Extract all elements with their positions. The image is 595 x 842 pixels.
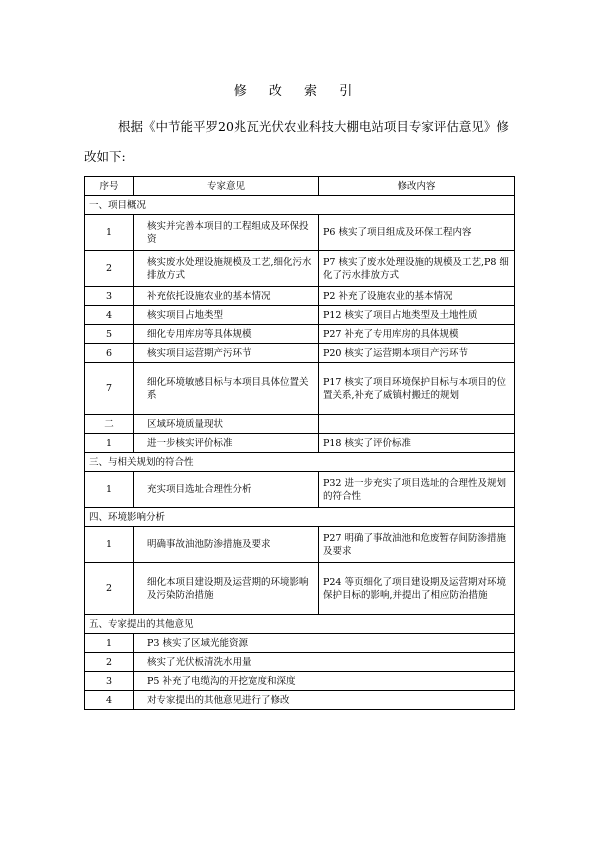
table-row — [85, 672, 515, 691]
table-header-row — [85, 177, 515, 196]
row-number: 1 — [85, 472, 134, 508]
page-title: 修 改 索 引 — [233, 84, 362, 99]
section-title: 一、项目概况 — [85, 196, 515, 215]
row-number: 4 — [85, 306, 134, 325]
row-number: 1 — [85, 215, 134, 251]
row-number: 6 — [85, 344, 134, 363]
row-change — [319, 415, 515, 434]
row-number: 4 — [85, 691, 134, 710]
section-row — [85, 196, 515, 215]
row-opinion: 细化专用库房等具体规模 — [134, 325, 319, 344]
row-number: 2 — [85, 563, 134, 615]
row-change: P12 核实了项目占地类型及土地性质 — [319, 306, 515, 325]
row-number: 3 — [85, 287, 134, 306]
table-row — [85, 325, 515, 344]
row-number: 2 — [85, 251, 134, 287]
row-opinion: 核实项目占地类型 — [134, 306, 319, 325]
row-change: P7 核实了废水处理设施的规模及工艺,P8 细化了污水排放方式 — [319, 251, 515, 287]
row-number: 3 — [85, 672, 134, 691]
table-row — [85, 653, 515, 672]
table-row — [85, 691, 515, 710]
section-title: 五、专家提出的其他意见 — [85, 615, 515, 634]
table-row — [85, 287, 515, 306]
row-merged-text: P5 补充了电缆沟的开挖宽度和深度 — [134, 672, 515, 691]
row-opinion: 细化本项目建设期及运营期的环境影响及污染防治措施 — [134, 563, 319, 615]
row-opinion: 进一步核实评价标准 — [134, 434, 319, 453]
section-row — [85, 508, 515, 527]
revision-index-table — [84, 176, 515, 710]
table-row — [85, 634, 515, 653]
row-number: 1 — [85, 434, 134, 453]
table-row — [85, 434, 515, 453]
table-row — [85, 215, 515, 251]
row-change: P27 补充了专用库房的具体规模 — [319, 325, 515, 344]
row-opinion: 核实并完善本项目的工程组成及环保投资 — [134, 215, 319, 251]
table-row — [85, 344, 515, 363]
row-change: P20 核实了运营期本项目产污环节 — [319, 344, 515, 363]
row-opinion: 区域环境质量现状 — [134, 415, 319, 434]
table-row — [85, 563, 515, 615]
intro-text: 根据《中节能平罗20兆瓦光伏农业科技大棚电站项目专家评估意见》修改如下: — [84, 119, 509, 164]
header-no: 序号 — [85, 177, 134, 196]
table-row — [85, 472, 515, 508]
row-number: 1 — [85, 527, 134, 563]
row-number: 5 — [85, 325, 134, 344]
row-merged-text: 核实了光伏板清洗水用量 — [134, 653, 515, 672]
row-opinion: 补充依托设施农业的基本情况 — [134, 287, 319, 306]
section-row — [85, 615, 515, 634]
row-number: 2 — [85, 653, 134, 672]
header-change: 修改内容 — [319, 177, 515, 196]
section-title: 三、与相关规划的符合性 — [85, 453, 515, 472]
row-change: P24 等页细化了项目建设期及运营期对环境保护目标的影响,并提出了相应防治措施 — [319, 563, 515, 615]
row-change: P6 核实了项目组成及环保工程内容 — [319, 215, 515, 251]
row-change: P2 补充了设施农业的基本情况 — [319, 287, 515, 306]
row-merged-text: P3 核实了区域光能资源 — [134, 634, 515, 653]
table-row — [85, 363, 515, 415]
row-number: 1 — [85, 634, 134, 653]
intro-paragraph — [84, 112, 514, 172]
table-row — [85, 527, 515, 563]
row-merged-text: 对专家提出的其他意见进行了修改 — [134, 691, 515, 710]
row-opinion: 细化环境敏感目标与本项目具体位置关系 — [134, 363, 319, 415]
row-change: P32 进一步充实了项目选址的合理性及规划的符合性 — [319, 472, 515, 508]
section-row — [85, 453, 515, 472]
header-opinion: 专家意见 — [134, 177, 319, 196]
row-opinion: 明确事故油池防渗措施及要求 — [134, 527, 319, 563]
row-change: P17 核实了项目环境保护目标与本项目的位置关系,补充了威镇村搬迁的规划 — [319, 363, 515, 415]
row-number: 二 — [85, 415, 134, 434]
table-row — [85, 251, 515, 287]
subsection-row — [85, 415, 515, 434]
row-number: 7 — [85, 363, 134, 415]
row-opinion: 核实项目运营期产污环节 — [134, 344, 319, 363]
row-opinion: 充实项目选址合理性分析 — [134, 472, 319, 508]
row-opinion: 核实废水处理设施规模及工艺,细化污水排放方式 — [134, 251, 319, 287]
row-change: P27 明确了事故油池和危废暂存间防渗措施及要求 — [319, 527, 515, 563]
table-row — [85, 306, 515, 325]
section-title: 四、环境影响分析 — [85, 508, 515, 527]
row-change: P18 核实了评价标准 — [319, 434, 515, 453]
